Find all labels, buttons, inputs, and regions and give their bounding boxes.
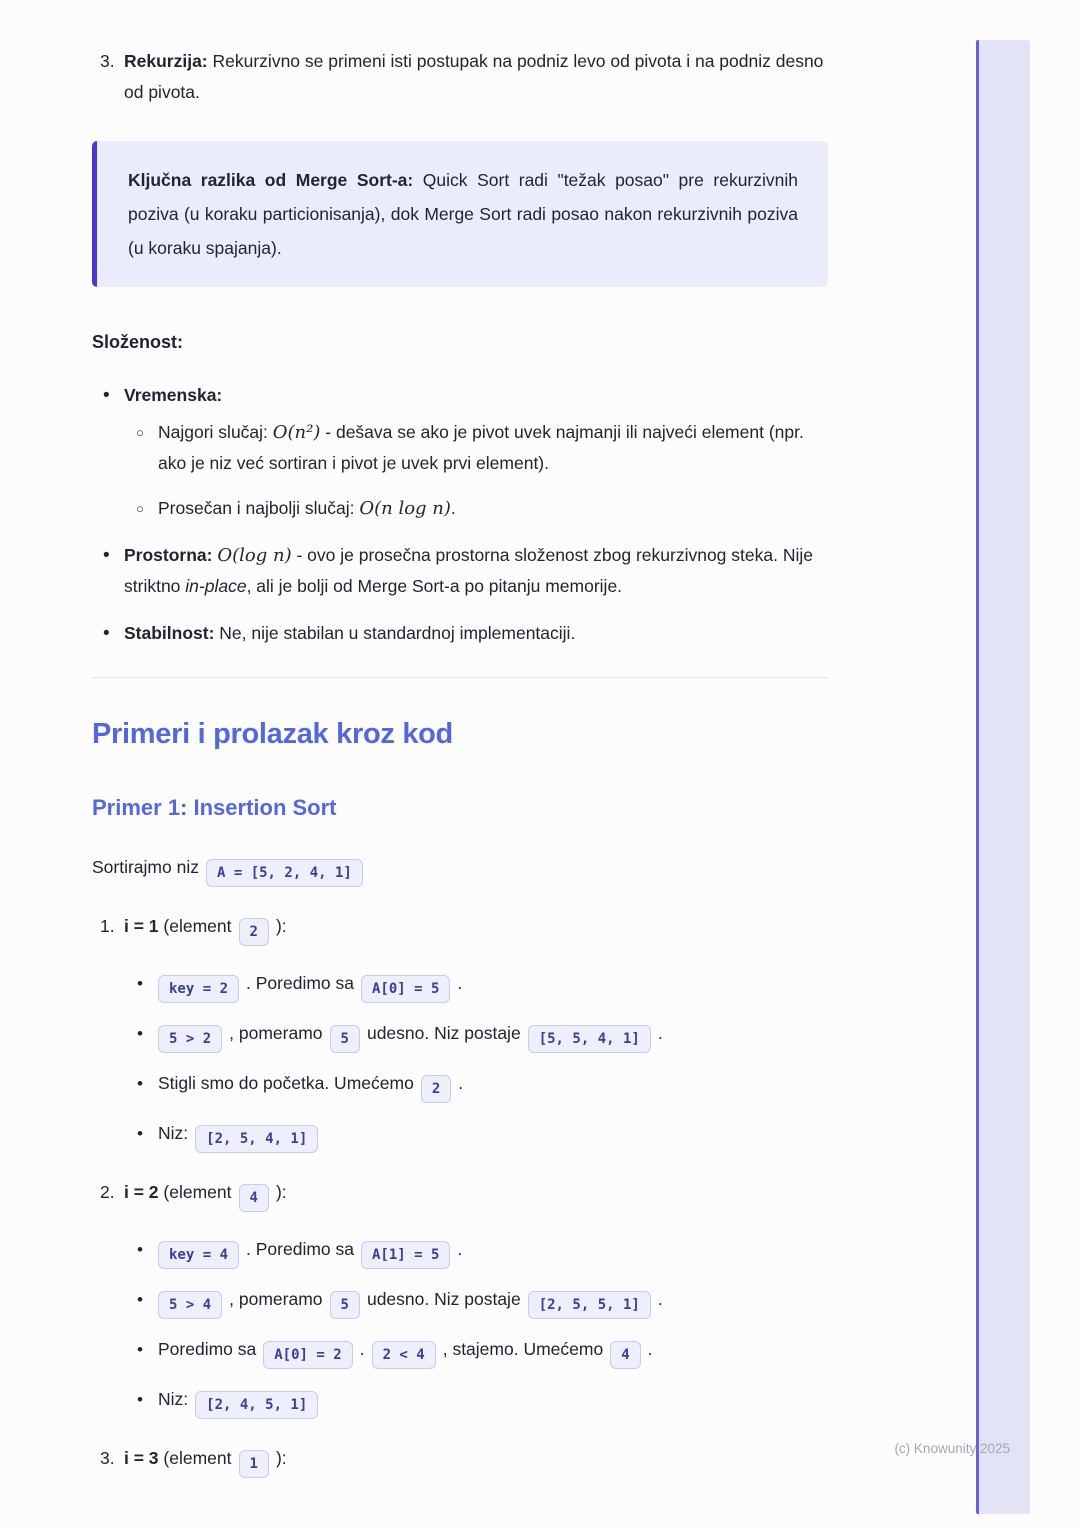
code-chip: 4 <box>239 1184 269 1212</box>
step-body <box>124 911 828 1153</box>
term-prostorna: Prostorna: <box>124 545 218 565</box>
time-complexity-sublist <box>124 417 828 524</box>
bullet-dot-icon: • <box>137 1074 143 1093</box>
step-label: i = 2 <box>124 1182 159 1202</box>
list-item <box>137 1334 828 1369</box>
term-stabilnost: Stabilnost: <box>124 623 220 643</box>
list-item <box>137 1068 828 1103</box>
bullet-circle-icon: ○ <box>136 501 144 516</box>
list-body <box>124 618 828 649</box>
list-body <box>158 1234 828 1269</box>
watermark: (c) Knowunity 2025 <box>894 1441 1010 1456</box>
step-2 <box>92 1177 828 1419</box>
term-vremenska: Vremenska: <box>124 385 223 405</box>
list-body <box>158 417 828 479</box>
bullet-text: Niz: <box>158 1389 189 1409</box>
big-o-nlogn: O(n log n) <box>359 498 451 519</box>
step-text: ): <box>275 916 287 936</box>
code-chip: 5 <box>330 1291 360 1319</box>
code-chip: A[1] = 5 <box>361 1241 450 1269</box>
code-chip-array: A = [5, 2, 4, 1] <box>206 859 363 887</box>
bullet-dot-icon: • <box>137 974 143 993</box>
list-body <box>158 1334 828 1369</box>
space-complexity-text: , ali je bolji od Merge Sort-a po pitanju memorije. <box>246 576 623 596</box>
code-chip: 5 <box>330 1025 360 1053</box>
code-chip: 4 <box>610 1341 640 1369</box>
list-item-prosecan-slucaj <box>136 493 828 524</box>
list-body <box>124 380 828 524</box>
step-text: (element <box>158 1182 232 1202</box>
step-1 <box>92 911 828 1153</box>
bullet-dot-icon: • <box>103 623 110 644</box>
bullet-text: Poredimo sa <box>158 1339 257 1359</box>
step-body <box>124 1177 828 1419</box>
list-body <box>158 1384 828 1419</box>
step-label: i = 3 <box>124 1448 159 1468</box>
bullet-text: , pomeramo <box>229 1289 323 1309</box>
list-item-vremenska <box>103 380 828 524</box>
code-chip: key = 2 <box>158 975 239 1003</box>
code-chip: 1 <box>239 1450 269 1478</box>
code-chip: 5 > 4 <box>158 1291 222 1319</box>
code-chip: A[0] = 5 <box>361 975 450 1003</box>
bullet-dot-icon: • <box>137 1240 143 1259</box>
code-chip: A[0] = 2 <box>263 1341 352 1369</box>
list-number: 1. <box>100 916 115 936</box>
worst-case-text: Najgori slučaj: <box>158 422 273 442</box>
bullet-dot-icon: • <box>137 1024 143 1043</box>
code-chip: 2 <box>239 918 269 946</box>
rekurzija-text: Rekurzivno se primeni isti postupak na podniz levo od pivota i na podniz desno od pivota. <box>124 51 824 102</box>
term-rekurzija: Rekurzija: <box>124 51 213 71</box>
callout-label: Ključna razlika od Merge Sort-a: <box>128 170 423 190</box>
bullet-dot-icon: • <box>137 1340 143 1359</box>
list-body <box>158 1018 828 1053</box>
stability-text: Ne, nije stabilan u standardnoj implementaciji. <box>219 623 576 643</box>
list-number: 2. <box>100 1182 115 1202</box>
step-1-header <box>124 911 828 946</box>
bullet-text: . <box>457 1239 463 1259</box>
bullet-text: . <box>657 1289 663 1309</box>
bullet-text: . <box>647 1339 653 1359</box>
step-2-header <box>124 1177 828 1212</box>
intro-line <box>92 852 828 887</box>
bullet-text: , stajemo. Umećemo <box>442 1339 604 1359</box>
bullet-dot-icon: • <box>137 1124 143 1143</box>
section-divider <box>92 677 828 678</box>
bullet-circle-icon: ○ <box>136 425 144 440</box>
callout-note <box>92 141 828 287</box>
bullet-text: udesno. Niz postaje <box>366 1289 521 1309</box>
code-chip: [2, 5, 4, 1] <box>195 1125 318 1153</box>
avg-case-text: Prosečan i najbolji slučaj: <box>158 498 360 518</box>
step-text: (element <box>158 1448 232 1468</box>
list-item-stabilnost <box>103 618 828 649</box>
bullet-text: . <box>657 1023 663 1043</box>
heading-primer-1: Primer 1: Insertion Sort <box>92 795 337 820</box>
big-o-n-squared: O(n²) <box>272 422 321 443</box>
bullet-dot-icon: • <box>137 1290 143 1309</box>
code-chip: [2, 4, 5, 1] <box>195 1391 318 1419</box>
step-text: (element <box>158 916 232 936</box>
step-2-bullets <box>124 1234 828 1419</box>
bullet-text: . Poredimo sa <box>246 973 354 993</box>
callout-body-text: Quick Sort radi "težak posao" pre rekurzivnih poziva (u koraku particionisanja), dok Merge Sort radi posao nakon rekurzivnih poziva (u koraku spajanja). <box>128 170 798 258</box>
code-chip: 2 < 4 <box>372 1341 436 1369</box>
step-text: ): <box>275 1448 287 1468</box>
list-body <box>124 46 828 108</box>
heading-slozenost: Složenost: <box>92 332 184 352</box>
complexity-list <box>92 380 828 649</box>
code-chip: 5 > 2 <box>158 1025 222 1053</box>
step-3-header <box>124 1443 828 1478</box>
list-number: 3. <box>100 1448 115 1468</box>
step-1-bullets <box>124 968 828 1153</box>
bullet-dot-icon: • <box>103 545 110 566</box>
list-number: 3. <box>100 51 115 71</box>
step-3 <box>92 1443 828 1478</box>
code-chip: 2 <box>421 1075 451 1103</box>
list-item <box>137 1284 828 1319</box>
list-body <box>124 540 828 602</box>
big-o-logn: O(log n) <box>217 545 292 566</box>
list-item-prostorna <box>103 540 828 602</box>
document-content <box>92 46 828 1478</box>
list-item-najgori-slucaj <box>136 417 828 479</box>
bullet-text: udesno. Niz postaje <box>366 1023 521 1043</box>
bullet-text: Niz: <box>158 1123 189 1143</box>
list-body <box>158 1118 828 1153</box>
heading-primeri: Primeri i prolazak kroz kod <box>92 718 453 750</box>
code-chip: key = 4 <box>158 1241 239 1269</box>
bullet-text: . Poredimo sa <box>246 1239 354 1259</box>
list-item <box>137 1118 828 1153</box>
bullet-text: , pomeramo <box>229 1023 323 1043</box>
avg-case-text: . <box>450 498 456 518</box>
bullet-dot-icon: • <box>137 1390 143 1409</box>
step-label: i = 1 <box>124 916 159 936</box>
ordered-item-rekurzija <box>92 46 828 108</box>
list-item <box>137 1384 828 1419</box>
bullet-text: Stigli smo do početka. Umećemo <box>158 1073 414 1093</box>
in-place-italic: in-place <box>185 576 247 596</box>
step-body <box>124 1443 828 1478</box>
list-item <box>137 968 828 1003</box>
list-body <box>158 968 828 1003</box>
page-edge-strip <box>976 40 1030 1514</box>
bullet-dot-icon: • <box>103 385 110 406</box>
bullet-text: . <box>457 973 463 993</box>
intro-text: Sortirajmo niz <box>92 857 199 877</box>
callout-paragraph <box>128 163 798 265</box>
bullet-text: . <box>458 1073 464 1093</box>
code-chip: [5, 5, 4, 1] <box>528 1025 651 1053</box>
worst-case-text: - dešava se ako je pivot uvek najmanji ili najveći element (npr. ako je niz već sortiran i pivot je uvek prvi element). <box>158 422 804 473</box>
list-item <box>137 1234 828 1269</box>
list-item <box>137 1018 828 1053</box>
list-body <box>158 493 828 524</box>
code-chip: [2, 5, 5, 1] <box>528 1291 651 1319</box>
list-body <box>158 1068 828 1103</box>
step-text: ): <box>275 1182 287 1202</box>
list-body <box>158 1284 828 1319</box>
space-complexity-text: - ovo je prosečna prostorna složenost zbog rekurzivnog steka. Nije striktno <box>124 545 813 596</box>
bullet-text: . <box>359 1339 365 1359</box>
